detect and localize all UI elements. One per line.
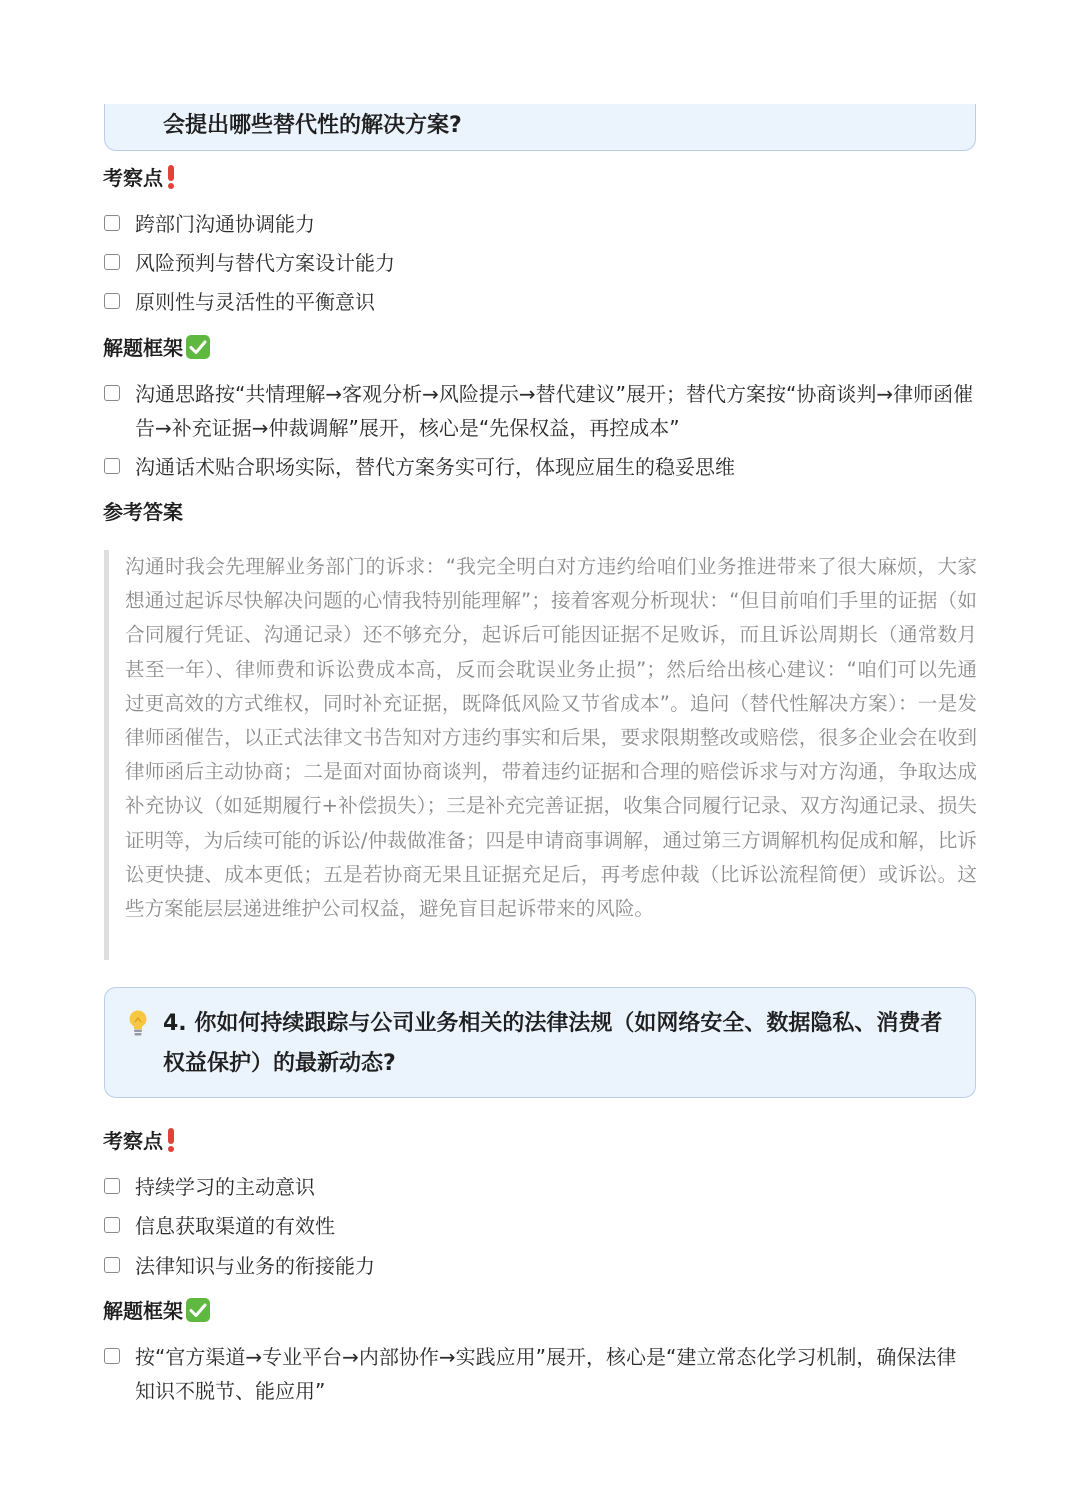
checkbox-icon[interactable] xyxy=(104,1348,120,1364)
checkbox-icon[interactable] xyxy=(104,385,120,401)
focus-item[interactable]: 法律知识与业务的衔接能力 xyxy=(104,1249,976,1283)
red-exclamation-icon xyxy=(165,1127,177,1161)
checkbox-icon[interactable] xyxy=(104,293,120,309)
checkbox-icon[interactable] xyxy=(104,1178,120,1194)
focus-item[interactable]: 持续学习的主动意识 xyxy=(104,1170,976,1204)
focus-item[interactable]: 跨部门沟通协调能力 xyxy=(104,207,976,241)
focus-item[interactable]: 信息获取渠道的有效性 xyxy=(104,1209,976,1243)
green-check-icon xyxy=(185,1297,211,1331)
framework-item[interactable]: 沟通思路按“共情理解→客观分析→风险提示→替代建议”展开；替代方案按“协商谈判→律师函催告→补充证据→仲裁调解”展开，核心是“先保权益，再控成本” xyxy=(104,377,976,445)
answer-quote xyxy=(104,550,976,960)
green-check-icon xyxy=(185,334,211,368)
checkbox-icon[interactable] xyxy=(104,458,120,474)
light-bulb-icon xyxy=(127,1009,149,1039)
answer-text: 沟通时我会先理解业务部门的诉求：“我完全明白对方违约给咱们业务推进带来了很大麻烦，大家想通过起诉尽快解决问题的心情我特别能理解”；接着客观分析现状：“但目前咱们手里的证据（如合同履行凭证、沟通记录）还不够充分，起诉后可能因证据不足败诉，而且诉讼周期长（通常数月甚至一年）、律师费和诉讼费成本高，反而会耽误业务止损”；然后给出核心建议：“咱们可以先通过更高效的方式维权，同时补充证据，既降低风险又节省成本”。追问（替代性解决方案）：一是发律师函催告，以正式法律文书告知对方违约事实和后果，要求限期整改或赔偿，很多企业会在收到律师函后主动协商；二是面对面协商谈判，带着违约证据和合理的赔偿诉求与对方沟通，争取达成补充协议（如延期履行+补偿损失）；三是补充完善证据，收集合同履行记录、双方沟通记录、损失证明等，为后续可能的诉讼/仲裁做准备；四是申请商事调解，通过第三方调解机构促成和解，比诉讼更快捷、成本更低；五是若协商无果且证据充足后，再考虑仲裁（比诉讼流程简便）或诉讼。这些方案能层层递进维护公司权益，避免盲目起诉带来的风险。 xyxy=(125,555,977,921)
checkbox-icon[interactable] xyxy=(104,1217,120,1233)
red-exclamation-icon xyxy=(165,164,177,198)
checkbox-icon[interactable] xyxy=(104,1257,120,1273)
framework-label: 解题框架 xyxy=(103,336,183,360)
question-4-box xyxy=(104,987,976,1098)
checkbox-icon[interactable] xyxy=(104,254,120,270)
focus-heading-3 xyxy=(103,163,177,198)
checkbox-icon[interactable] xyxy=(104,215,120,231)
focus-label: 考察点 xyxy=(103,1129,163,1153)
framework-label: 解题框架 xyxy=(103,1299,183,1323)
framework-item[interactable]: 按“官方渠道→专业平台→内部协作→实践应用”展开，核心是“建立常态化学习机制，确保法律知识不脱节、能应用” xyxy=(104,1340,976,1408)
focus-heading-4 xyxy=(103,1126,177,1161)
question-3-box xyxy=(104,104,976,151)
focus-item[interactable]: 风险预判与替代方案设计能力 xyxy=(104,246,976,280)
framework-item[interactable]: 沟通话术贴合职场实际，替代方案务实可行，体现应届生的稳妥思维 xyxy=(104,450,976,484)
question-4-title: 4. 你如何持续跟踪与公司业务相关的法律法规（如网络安全、数据隐私、消费者权益保护）的最新动态? xyxy=(163,1011,943,1076)
question-3-title: 会提出哪些替代性的解决方案? xyxy=(163,113,462,138)
focus-label: 考察点 xyxy=(103,166,163,190)
focus-item[interactable]: 原则性与灵活性的平衡意识 xyxy=(104,285,976,319)
framework-heading-4 xyxy=(103,1296,211,1331)
framework-heading-3 xyxy=(103,333,211,368)
answer-heading: 参考答案 xyxy=(103,500,183,524)
